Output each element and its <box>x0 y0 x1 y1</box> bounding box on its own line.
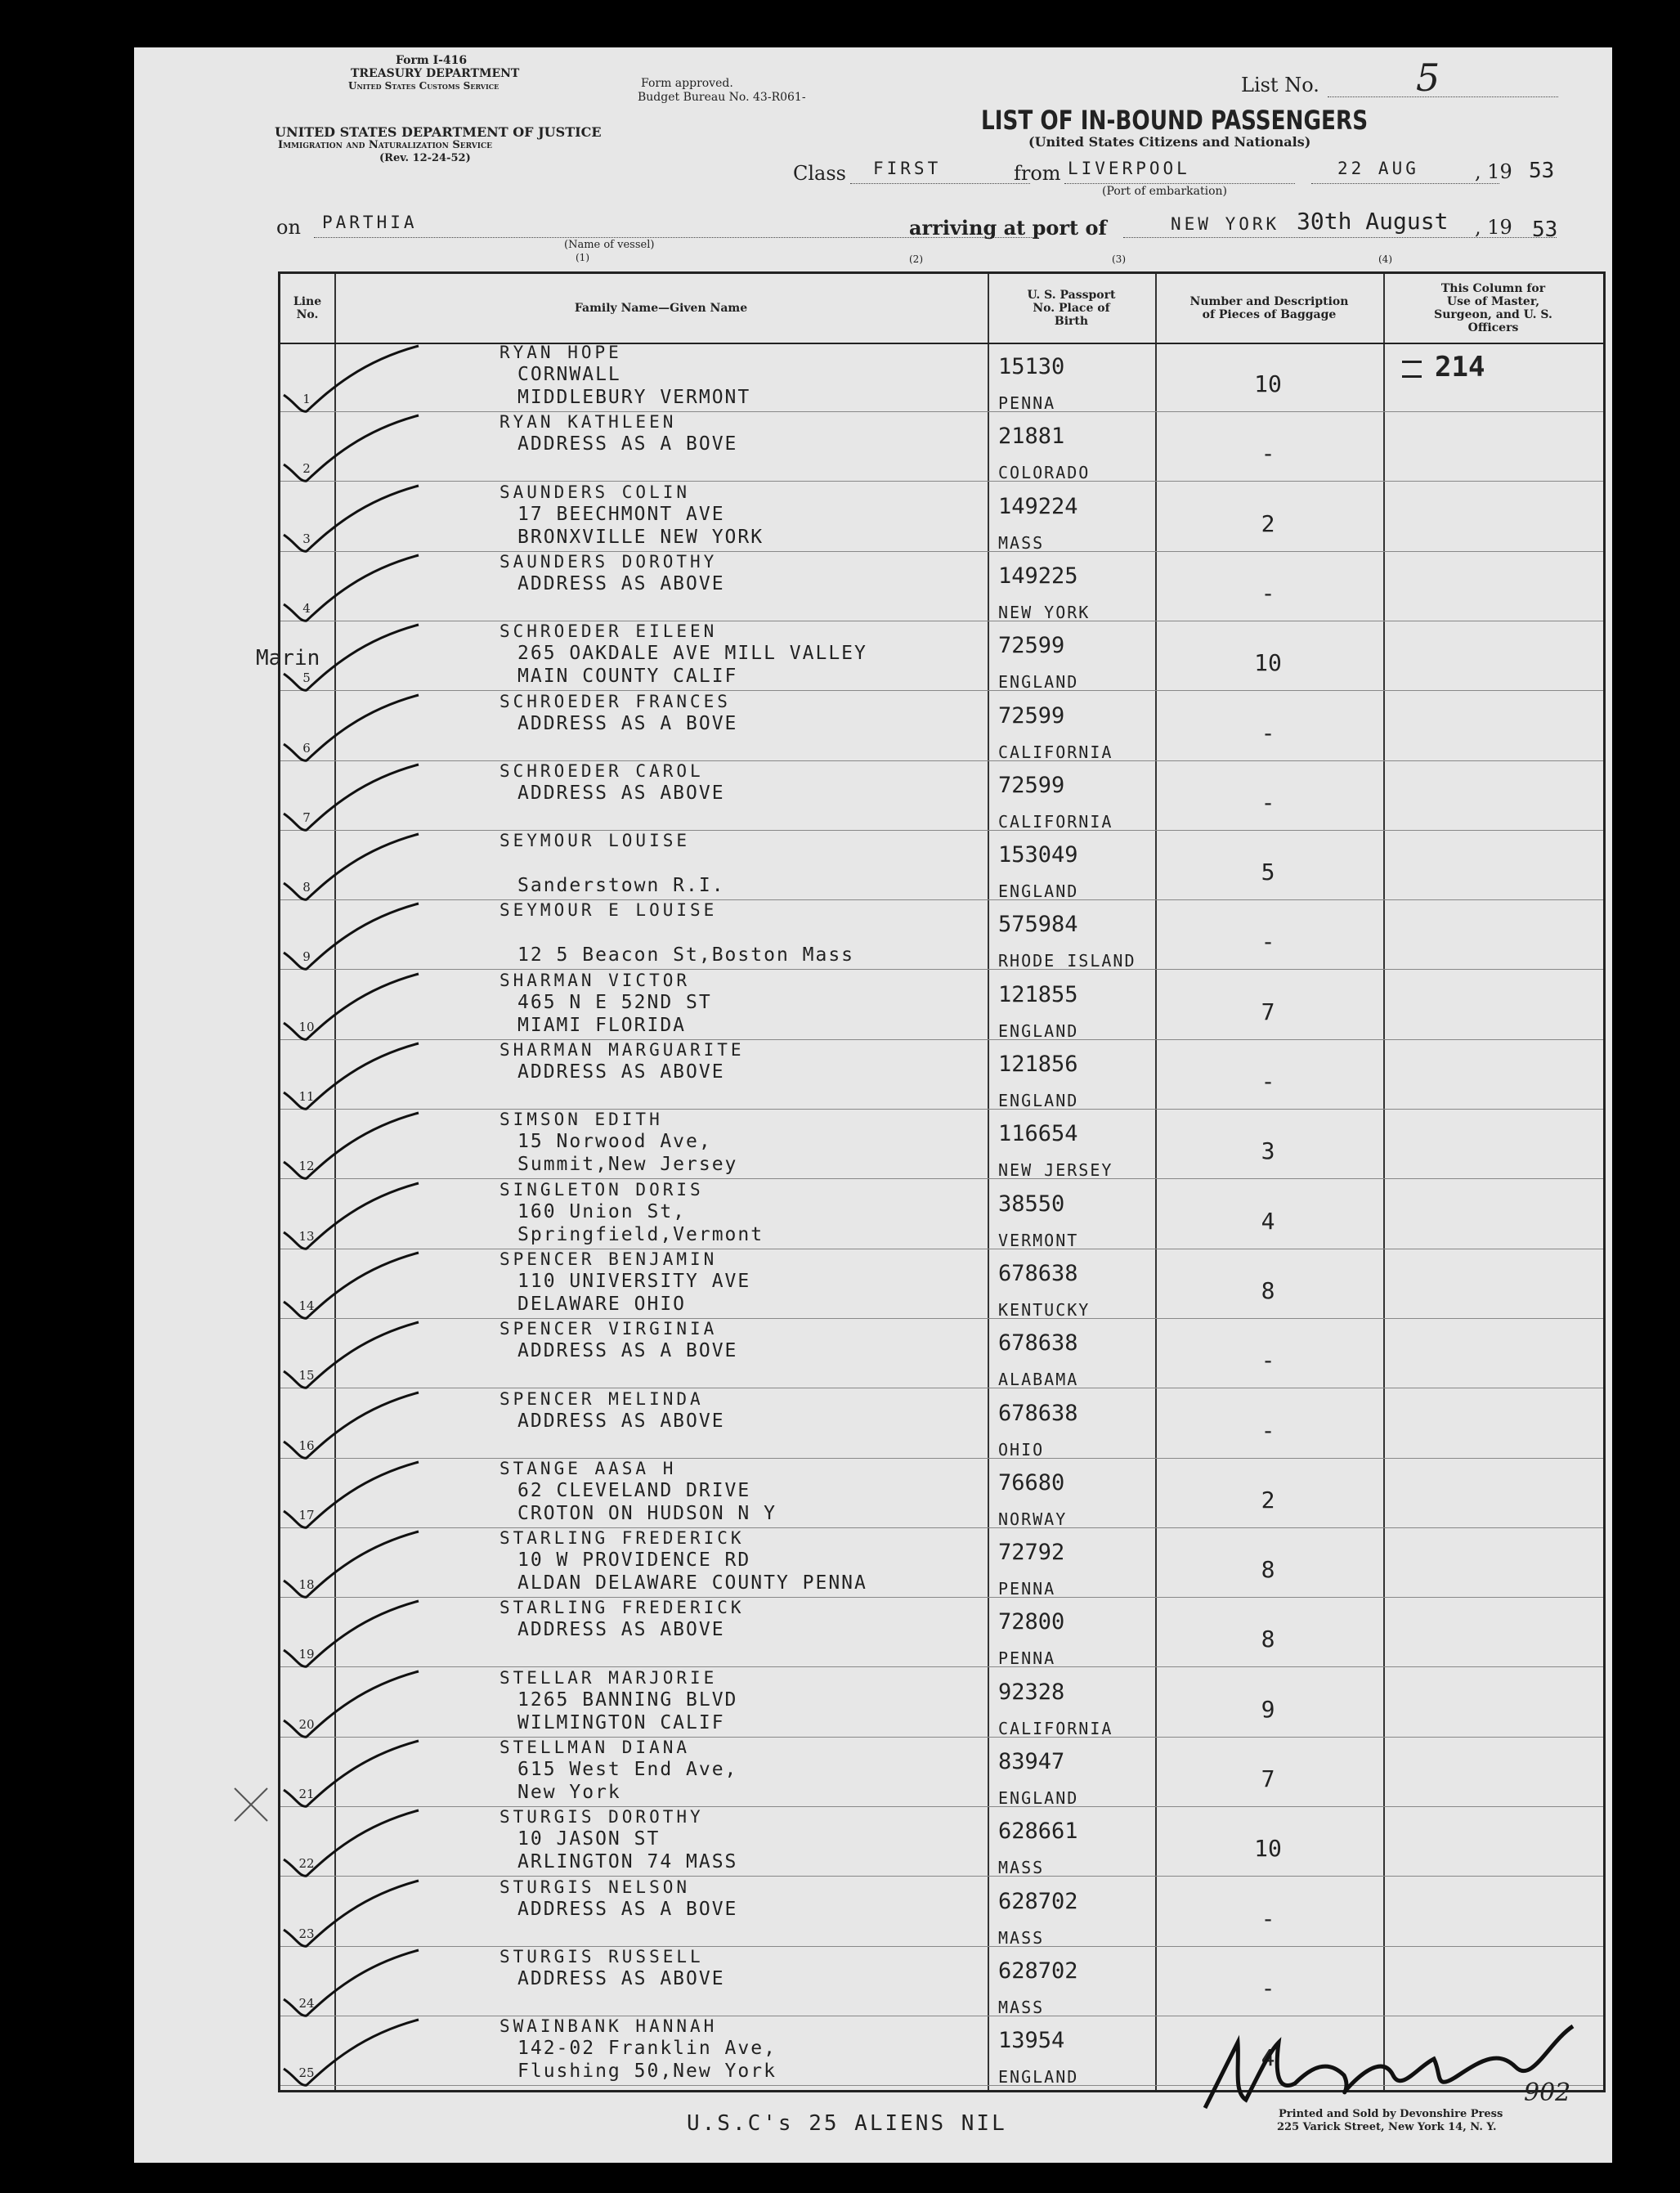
baggage-count: - <box>1261 440 1275 468</box>
table-row <box>280 1110 1603 1179</box>
passport-number: 121855 <box>998 981 1078 1007</box>
address-line-1: ADDRESS AS ABOVE <box>517 1619 725 1641</box>
footer-summary: U.S.C's 25 ALIENS NIL <box>687 2111 1007 2136</box>
baggage-count: - <box>1261 1904 1275 1932</box>
table-row <box>280 1738 1603 1807</box>
baggage-count: 10 <box>1254 649 1282 677</box>
passport-number: 76680 <box>998 1469 1065 1496</box>
passenger-name: STURGIS DOROTHY <box>500 1807 704 1828</box>
line-number: 8 <box>302 880 311 895</box>
baggage-count: 10 <box>1254 1835 1282 1863</box>
line-number: 6 <box>302 740 311 756</box>
address-line-2: WILMINGTON CALIF <box>517 1711 725 1733</box>
form-ins: Immigration and Naturalization Service <box>278 139 493 151</box>
line-number: 17 <box>298 1507 315 1523</box>
form-department: UNITED STATES DEPARTMENT OF JUSTICE <box>275 124 602 140</box>
passenger-name: SEYMOUR E LOUISE <box>500 900 718 921</box>
address-line-1: CORNWALL <box>517 364 621 385</box>
passport-number: 72792 <box>998 1540 1065 1566</box>
passport-number: 678638 <box>998 1330 1078 1357</box>
passport-number: 116654 <box>998 1121 1078 1147</box>
form-budget: Budget Bureau No. 43-R061- <box>638 91 806 104</box>
passenger-name: RYAN HOPE <box>500 343 622 362</box>
place-of-birth: CALIFORNIA <box>998 1718 1113 1738</box>
passport-number: 575984 <box>998 912 1078 938</box>
passenger-name: SCHROEDER FRANCES <box>500 691 731 711</box>
line-number: 18 <box>298 1577 315 1593</box>
place-of-birth: COLORADO <box>998 463 1091 483</box>
address-line-1: 1265 BANNING BLVD <box>517 1688 738 1711</box>
passenger-name: STURGIS NELSON <box>500 1877 691 1897</box>
line-number: 3 <box>302 531 311 546</box>
table-row <box>280 1389 1603 1459</box>
table-row <box>280 1180 1603 1249</box>
form-treasury: TREASURY DEPARTMENT <box>351 67 520 80</box>
table-row <box>280 831 1603 900</box>
margin-x-mark <box>231 1784 271 1825</box>
line-number: 12 <box>298 1159 315 1174</box>
col-header-line-no: Line No. <box>293 295 322 321</box>
address-line-2: ALDAN DELAWARE COUNTY PENNA <box>517 1572 867 1594</box>
line-number: 10 <box>298 1019 315 1034</box>
baggage-count: 9 <box>1261 1695 1275 1723</box>
address-line-2: CROTON ON HUDSON N Y <box>517 1502 777 1524</box>
baggage-count: 5 <box>1261 859 1275 886</box>
passport-number: 13954 <box>998 2028 1065 2054</box>
baggage-count: 7 <box>1261 998 1275 1025</box>
place-of-birth: MASS <box>998 1997 1045 2017</box>
passenger-name: SIMSON EDITH <box>500 1110 663 1130</box>
manifest-page <box>134 47 1612 2163</box>
place-of-birth: OHIO <box>998 1439 1045 1460</box>
line-number: 25 <box>298 2065 315 2081</box>
table-row <box>256 621 1603 693</box>
col-header-passport: U. S. Passport No. Place of Birth <box>1027 289 1116 328</box>
baggage-count: - <box>1261 1068 1275 1095</box>
date-line <box>1311 183 1499 184</box>
arriving-label: arriving at port of <box>909 216 1107 240</box>
address-line-1: ADDRESS AS A BOVE <box>517 433 738 455</box>
year-value-2: 53 <box>1532 218 1558 242</box>
address-line-2: Summit,New Jersey <box>517 1154 738 1176</box>
baggage-count: - <box>1261 1347 1275 1375</box>
address-line-2: MIDDLEBURY VERMONT <box>517 387 751 408</box>
passenger-name: STANGE AASA H <box>500 1458 677 1478</box>
place-of-birth: VERMONT <box>998 1230 1079 1250</box>
place-of-birth: MASS <box>998 1858 1045 1878</box>
passenger-name: SCHROEDER CAROL <box>500 760 704 781</box>
address-line-1: ADDRESS AS ABOVE <box>517 782 725 804</box>
table-row <box>280 900 1603 970</box>
form-customs: United States Customs Service <box>348 80 500 92</box>
table-row <box>280 692 1603 761</box>
line-number: 19 <box>298 1647 315 1662</box>
passenger-name: SHARMAN MARGUARITE <box>500 1040 745 1060</box>
passport-number: 628702 <box>998 1958 1078 1984</box>
table-row <box>280 1040 1603 1110</box>
passenger-name: STURGIS RUSSELL <box>500 1946 704 1967</box>
line-number: 20 <box>298 1716 315 1732</box>
address-line-2: ARLINGTON 74 MASS <box>517 1851 738 1873</box>
address-line-1: 15 Norwood Ave, <box>517 1131 712 1153</box>
place-of-birth: MASS <box>998 532 1045 553</box>
table-row <box>280 1249 1603 1319</box>
address-line-1: 160 Union St, <box>517 1200 687 1222</box>
passport-number: 149225 <box>998 563 1078 589</box>
line-number: 1 <box>302 392 311 406</box>
class-label: Class <box>793 162 846 185</box>
baggage-count: - <box>1261 1416 1275 1444</box>
class-line <box>850 183 1030 184</box>
footer-handnote: 902 <box>1524 2079 1571 2107</box>
passenger-name: SEYMOUR LOUISE <box>500 831 691 851</box>
passport-number: 38550 <box>998 1191 1065 1217</box>
form-approved: Form approved. <box>641 77 733 90</box>
printer-line2: 225 Varick Street, New York 14, N. Y. <box>1277 2121 1497 2133</box>
year-value-1: 53 <box>1529 159 1555 183</box>
line-number: 7 <box>302 809 311 825</box>
margin-note: Marin <box>256 646 320 671</box>
line-number: 16 <box>298 1437 315 1453</box>
baggage-count: 2 <box>1261 509 1275 537</box>
port-caption: (Port of embarkation) <box>1102 185 1227 198</box>
line-number: 9 <box>302 949 311 965</box>
passenger-name: SPENCER BENJAMIN <box>500 1249 718 1269</box>
baggage-count: 3 <box>1261 1137 1275 1165</box>
year-prefix-1: , 19 <box>1475 160 1512 183</box>
table-row <box>280 412 1603 482</box>
line-number: 21 <box>298 1787 315 1801</box>
line-number: 2 <box>302 461 311 477</box>
line-number: 22 <box>298 1856 315 1872</box>
passenger-name: SWAINBANK HANNAH <box>500 2016 718 2037</box>
address-line-1: 465 N E 52ND ST <box>517 991 712 1013</box>
address-line-1: ADDRESS AS A BOVE <box>517 712 738 734</box>
address-line-2: BRONXVILLE NEW YORK <box>517 526 764 548</box>
place-of-birth: NEW YORK <box>998 602 1091 622</box>
form-revision: (Rev. 12-24-52) <box>379 152 471 164</box>
line-number: 24 <box>298 1995 315 2011</box>
address-line-2: MIAMI FLORIDA <box>517 1014 687 1036</box>
baggage-count: - <box>1261 579 1275 607</box>
baggage-count: 8 <box>1261 1276 1275 1304</box>
date-value: 22 AUG <box>1337 159 1419 178</box>
place-of-birth: MASS <box>998 1927 1045 1948</box>
address-line-1: 110 UNIVERSITY AVE <box>517 1270 751 1292</box>
place-of-birth: ALABAMA <box>998 1370 1079 1390</box>
table-row <box>280 1528 1603 1598</box>
passport-number: 83947 <box>998 1749 1065 1774</box>
place-of-birth: ENGLAND <box>998 881 1079 902</box>
line-number: 14 <box>298 1298 315 1313</box>
passenger-name: SAUNDERS DOROTHY <box>500 551 718 572</box>
passport-number: 628661 <box>998 1819 1078 1845</box>
address-line-1: 615 West End Ave, <box>517 1759 738 1780</box>
printer-line1: Printed and Sold by Devonshire Press <box>1279 2108 1503 2120</box>
address-line-1: 265 OAKDALE AVE MILL VALLEY <box>517 643 867 665</box>
arrive-port: NEW YORK <box>1171 214 1280 234</box>
address-line-1: 10 JASON ST <box>517 1828 661 1850</box>
address-line-1: 142-02 Franklin Ave, <box>517 2038 777 2060</box>
passport-number: 628702 <box>998 1888 1078 1914</box>
list-no-value: 5 <box>1416 56 1440 100</box>
from-value: LIVERPOOL <box>1068 159 1190 178</box>
address-line-2: New York <box>517 1782 621 1803</box>
passenger-rows <box>256 343 1603 2090</box>
passport-number: 72599 <box>998 772 1065 798</box>
address-line-1: ADDRESS AS ABOVE <box>517 1410 725 1432</box>
address-line-1: ADDRESS AS ABOVE <box>517 1061 725 1083</box>
line-number: 13 <box>298 1228 315 1244</box>
table-row <box>280 1459 1603 1528</box>
table-row <box>280 343 1603 412</box>
baggage-count: 7 <box>1261 1765 1275 1792</box>
place-of-birth: CALIFORNIA <box>998 811 1113 832</box>
line-number: 23 <box>298 1926 315 1941</box>
list-no-line <box>1328 96 1558 97</box>
form-number: Form I-416 <box>396 54 468 67</box>
table-row <box>280 552 1603 621</box>
table-row <box>280 1668 1603 1738</box>
place-of-birth: NORWAY <box>998 1509 1068 1529</box>
address-line-1: ADDRESS AS A BOVE <box>517 1898 738 1920</box>
place-of-birth: PENNA <box>998 1579 1056 1599</box>
passenger-name: SPENCER MELINDA <box>500 1388 704 1409</box>
baggage-count: 8 <box>1261 1556 1275 1584</box>
passport-number: 678638 <box>998 1400 1078 1426</box>
address-line-1: 62 CLEVELAND DRIVE <box>517 1479 751 1501</box>
place-of-birth: PENNA <box>998 1648 1056 1669</box>
arrive-date: 30th August <box>1297 208 1449 235</box>
passport-number: 72599 <box>998 702 1065 729</box>
col-header-baggage: Number and Description of Pieces of Baggage <box>1189 295 1349 321</box>
place-of-birth: PENNA <box>998 393 1056 413</box>
address-line-2: MAIN COUNTY CALIF <box>517 666 738 688</box>
baggage-count: 4 <box>1261 2044 1275 2072</box>
place-of-birth: ENGLAND <box>998 1020 1079 1041</box>
from-label: from <box>1014 162 1061 185</box>
class-value: FIRST <box>873 159 942 178</box>
passenger-name: STARLING FREDERICK <box>500 1528 745 1549</box>
passenger-name: SINGLETON DORIS <box>500 1179 704 1200</box>
passenger-table <box>256 271 1606 2092</box>
page-subtitle: (United States Citizens and Nationals) <box>1028 134 1311 150</box>
col-header-name: Family Name—Given Name <box>574 302 748 315</box>
line-number: 5 <box>302 670 311 686</box>
passenger-name: STELLAR MARJORIE <box>500 1667 718 1688</box>
passport-number: 678638 <box>998 1260 1078 1286</box>
table-row <box>280 761 1603 831</box>
baggage-count: 2 <box>1261 1486 1275 1514</box>
place-of-birth: ENGLAND <box>998 1788 1079 1808</box>
table-row <box>280 1877 1603 1947</box>
table-row <box>280 1807 1603 1877</box>
passport-number: 72800 <box>998 1609 1065 1635</box>
vessel-caption: (Name of vessel) <box>564 239 655 251</box>
baggage-count: - <box>1261 719 1275 747</box>
place-of-birth: ENGLAND <box>998 2067 1079 2088</box>
passport-number: 121856 <box>998 1052 1078 1077</box>
passenger-name: RYAN KATHLEEN <box>500 412 677 433</box>
address-line-2: Sanderstown R.I. <box>517 875 725 897</box>
address-line-2: 12 5 Beacon St,Boston Mass <box>517 944 855 966</box>
address-line-2: Springfield,Vermont <box>517 1223 764 1245</box>
from-line <box>1064 183 1295 184</box>
passport-number: 72599 <box>998 633 1065 659</box>
passport-number: 21881 <box>998 424 1065 450</box>
baggage-count: - <box>1261 1974 1275 2002</box>
place-of-birth: ENGLAND <box>998 672 1079 693</box>
place-of-birth: CALIFORNIA <box>998 742 1113 762</box>
place-of-birth: ENGLAND <box>998 1091 1079 1110</box>
col3-number: (3) <box>1112 253 1126 265</box>
place-of-birth: RHODE ISLAND <box>998 951 1136 971</box>
baggage-count: 4 <box>1261 1207 1275 1235</box>
address-line-1: ADDRESS AS A BOVE <box>517 1340 738 1362</box>
passport-number: 149224 <box>998 493 1078 519</box>
table-row <box>280 1319 1603 1388</box>
vessel-value: PARTHIA <box>322 213 418 232</box>
address-line-1: ADDRESS AS ABOVE <box>517 572 725 594</box>
col1-number: (1) <box>576 252 589 263</box>
col4-number: (4) <box>1378 253 1392 265</box>
place-of-birth: KENTUCKY <box>998 1299 1091 1320</box>
passenger-name: STARLING FREDERICK <box>500 1598 745 1618</box>
page-title: LIST OF IN-BOUND PASSENGERS <box>981 105 1369 136</box>
address-line-1: ADDRESS AS ABOVE <box>517 1967 725 1989</box>
officer-note: 214 <box>1435 351 1485 383</box>
baggage-count: 10 <box>1254 370 1282 397</box>
address-line-1: 17 BEECHMONT AVE <box>517 503 725 525</box>
table-row <box>280 971 1603 1040</box>
address-line-1: 10 W PROVIDENCE RD <box>517 1549 751 1572</box>
line-number: 11 <box>298 1089 315 1104</box>
passenger-name: SAUNDERS COLIN <box>500 482 691 502</box>
year-prefix-2: , 19 <box>1475 216 1512 239</box>
passport-number: 92328 <box>998 1679 1065 1705</box>
list-no-label: List No. <box>1241 74 1319 96</box>
address-line-2: DELAWARE OHIO <box>517 1293 687 1315</box>
line-number: 15 <box>298 1368 315 1384</box>
passenger-name: STELLMAN DIANA <box>500 1738 691 1757</box>
passenger-name: SCHROEDER EILEEN <box>500 621 718 642</box>
col2-number: (2) <box>909 253 923 265</box>
table-row <box>280 1947 1603 2016</box>
address-line-2: Flushing 50,New York <box>517 2061 777 2083</box>
passenger-name: SPENCER VIRGINIA <box>500 1319 718 1339</box>
officer-signature <box>1189 2010 1614 2124</box>
on-label: on <box>276 216 301 239</box>
passenger-name: SHARMAN VICTOR <box>500 970 691 990</box>
baggage-count: 8 <box>1261 1626 1275 1653</box>
passport-number: 153049 <box>998 842 1078 868</box>
col-header-officers: This Column for Use of Master, Surgeon, and U. S. Officers <box>1434 282 1552 334</box>
baggage-count: - <box>1261 928 1275 956</box>
place-of-birth: NEW JERSEY <box>998 1160 1113 1181</box>
passport-number: 15130 <box>998 354 1065 379</box>
table-row <box>280 1598 1603 1667</box>
line-number: 4 <box>302 600 311 616</box>
baggage-count: - <box>1261 788 1275 816</box>
table-row <box>280 482 1603 552</box>
